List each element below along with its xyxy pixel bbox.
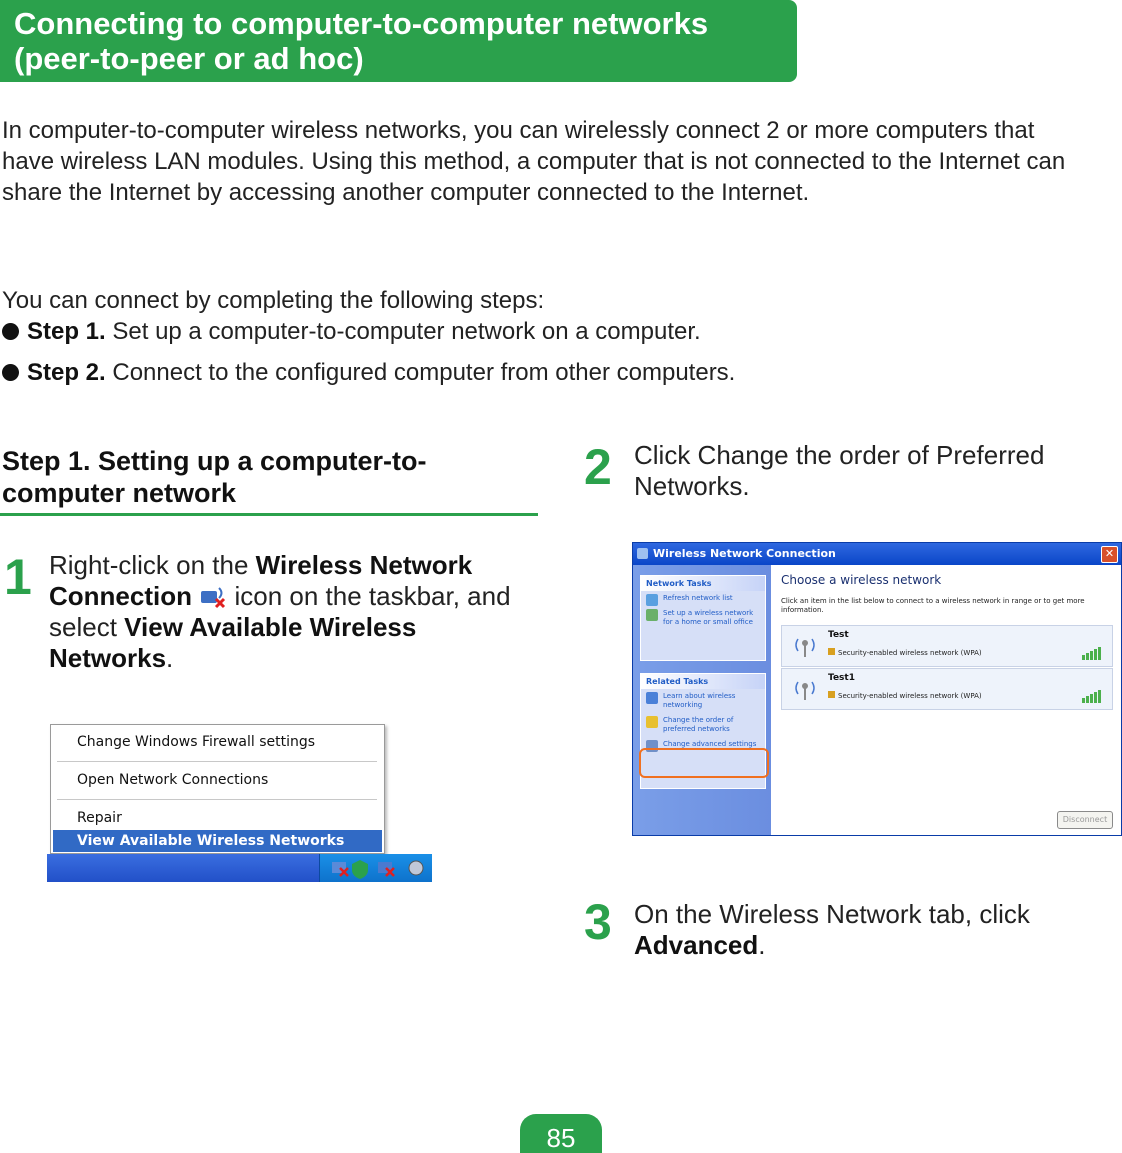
bullet-step-1 — [2, 316, 1102, 347]
section-heading-line-2: computer network — [2, 478, 237, 508]
network-tasks-heading: Network Tasks — [641, 576, 765, 591]
step-1-bold-view-available: View Available Wireless Networks — [49, 612, 417, 673]
intro-lead: You can connect by completing the following steps: — [2, 287, 545, 314]
bullet-dot — [2, 323, 19, 340]
title-line-2: (peer-to-peer or ad hoc) — [14, 41, 364, 76]
bullet-label: Step 1. — [27, 318, 106, 345]
related-tasks-heading: Related Tasks — [641, 674, 765, 689]
bullet-label: Step 2. — [27, 359, 106, 386]
section-heading — [2, 445, 542, 509]
menu-item-open-connections[interactable]: Open Network Connections — [77, 772, 269, 788]
step-3-text-part: . — [758, 930, 766, 960]
volume-icon[interactable] — [409, 861, 423, 875]
setup-network-icon — [646, 609, 658, 621]
step-1-text-part: Right-click on the — [49, 550, 256, 580]
bullet-dot — [2, 364, 19, 381]
network-x-icon[interactable] — [332, 862, 348, 876]
section-divider — [0, 513, 538, 516]
bullet-text: Connect to the configured computer from other computers. — [105, 359, 736, 386]
step-2-text: Click Change the order of Preferred Networks. — [634, 440, 1045, 501]
refresh-icon — [646, 594, 658, 606]
lock-icon — [828, 691, 835, 698]
disconnect-button[interactable]: Disconnect — [1057, 811, 1113, 829]
setup-wireless-network-link[interactable] — [641, 606, 765, 630]
network-tasks-panel — [640, 575, 766, 661]
network-name: Test — [828, 630, 849, 640]
step-1-text-part: . — [166, 643, 174, 673]
title-line-1: Connecting to computer-to-computer networks — [14, 6, 709, 41]
instruction-text: Click an item in the list below to connect to a wireless network in range or to get more information. — [781, 597, 1085, 614]
step-number-3: 3 — [584, 894, 612, 950]
wireless-network-connection-icon — [199, 585, 227, 609]
refresh-label: Refresh network list — [663, 594, 733, 602]
menu-item-repair[interactable]: Repair — [77, 810, 122, 826]
network-security — [828, 648, 982, 657]
system-tray — [319, 854, 432, 882]
choose-network-heading: Choose a wireless network — [781, 573, 942, 587]
refresh-network-list-link[interactable] — [641, 591, 765, 606]
menu-separator — [57, 799, 377, 800]
bullet-step-2 — [2, 357, 1102, 388]
section-heading-line-1: Step 1. Setting up a computer-to- — [2, 446, 427, 476]
step-number-2: 2 — [584, 439, 612, 495]
network-security-label: Security-enabled wireless network (WPA) — [838, 692, 982, 700]
menu-item-view-available-wireless[interactable]: View Available Wireless Networks — [53, 830, 382, 852]
step-3-text-part: On the Wireless Network tab, click — [634, 899, 1030, 929]
network-security — [828, 691, 982, 700]
change-order-preferred-link[interactable] — [641, 713, 765, 737]
step-3-text — [634, 899, 1104, 961]
wireless-network-window — [632, 542, 1122, 836]
page-number: 85 — [546, 1123, 576, 1153]
wireless-x-icon[interactable] — [378, 862, 394, 876]
page-title — [14, 6, 784, 76]
context-menu-screenshot — [47, 720, 431, 882]
wireless-antenna-icon — [790, 631, 820, 661]
setup-label: Set up a wireless network for a home or small office — [663, 609, 754, 626]
learn-label: Learn about wireless networking — [663, 692, 736, 709]
menu-separator — [57, 761, 377, 762]
info-icon — [646, 692, 658, 704]
network-row-test[interactable] — [781, 625, 1113, 667]
network-security-label: Security-enabled wireless network (WPA) — [838, 649, 982, 657]
intro-paragraph: In computer-to-computer wireless networks, you can wirelessly connect 2 or more computers that have wireless LAN modules. Using this method, a computer that is not connected to the Internet can share the Internet by accessing another computer connected to the Internet. — [2, 117, 1066, 206]
star-icon — [646, 716, 658, 728]
context-menu — [50, 724, 385, 854]
signal-strength-icon — [1082, 646, 1104, 660]
task-pane — [633, 565, 771, 835]
window-title: Wireless Network Connection — [653, 547, 836, 560]
step-number-1: 1 — [4, 549, 32, 605]
advanced-label: Change advanced settings — [663, 740, 757, 748]
step-3-bold-advanced: Advanced — [634, 930, 759, 960]
wireless-antenna-icon — [790, 674, 820, 704]
step-1-bold-wireless-network-connection: Wireless Network Connection — [49, 550, 473, 611]
menu-item-firewall[interactable]: Change Windows Firewall settings — [77, 734, 316, 750]
close-button[interactable]: ✕ — [1101, 546, 1118, 563]
highlight-change-order — [639, 748, 769, 778]
security-shield-icon[interactable] — [352, 860, 368, 879]
step-1-text — [49, 550, 529, 674]
signal-strength-icon — [1082, 689, 1104, 703]
page-number-tab — [520, 1114, 602, 1153]
lock-icon — [828, 648, 835, 655]
bullet-text: Set up a computer-to-computer network on a computer. — [105, 318, 701, 345]
network-name: Test1 — [828, 673, 855, 683]
window-titlebar — [633, 543, 1121, 565]
change-order-label: Change the order of preferred networks — [663, 716, 734, 733]
network-list-pane — [771, 565, 1121, 835]
network-row-test1[interactable] — [781, 668, 1113, 710]
wireless-title-icon — [637, 548, 648, 559]
step-1-text-part: icon on the taskbar, and select — [49, 581, 511, 642]
title-banner — [0, 0, 797, 82]
learn-wireless-link[interactable] — [641, 689, 765, 713]
